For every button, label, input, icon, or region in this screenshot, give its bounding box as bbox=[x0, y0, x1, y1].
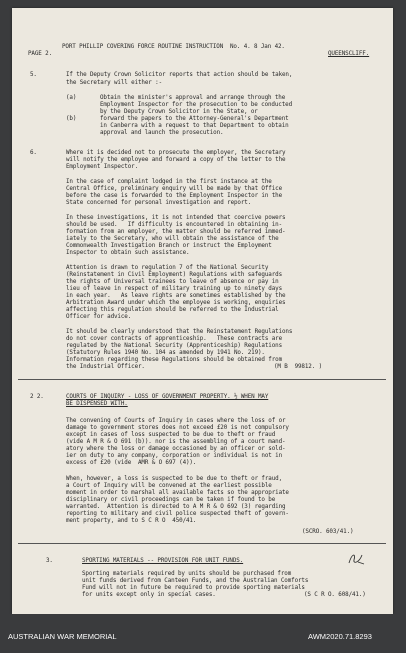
item-6-number: 6. bbox=[30, 150, 37, 156]
handwritten-initials-mark bbox=[346, 551, 366, 567]
item-5-b-label: (b) bbox=[66, 116, 77, 122]
item-22-heading-line-1: COURTS OF INQUIRY - LOSS OF GOVERNMENT PROPERTY. ½ WHEN MAY bbox=[66, 394, 269, 400]
item-6-p3-line-6: Inspector to obtain such assistance. bbox=[66, 250, 190, 256]
item-3-p1-line-1: Sporting materials required by units should be purchased from bbox=[82, 571, 292, 577]
item-5-intro-line-1: If the Deputy Crown Solicitor reports that action should be taken, bbox=[66, 72, 293, 78]
item-6-p4-line-2: (Reinstatement in Civil Employment) Regulations with safeguards bbox=[66, 272, 282, 278]
item-6-p4-line-3: the rights of Universal trainees to leave of absence or pay in bbox=[66, 279, 279, 285]
item-5-a-line-3: by the Deputy Crown Solicitor in the State, or bbox=[100, 109, 258, 115]
item-6-p3-line-2: should be used. If difficulty is encountered in obtaining in- bbox=[66, 222, 282, 228]
item-22-p2-line-2: a Court of Inquiry will be convened at the earliest possible bbox=[66, 483, 272, 489]
item-22-p1-line-7: excess of £20 (vide AMR & O 697 (4)). bbox=[66, 460, 197, 466]
item-6-p4-line-5: in each year. As leave rights are sometimes established by the bbox=[66, 293, 286, 299]
item-22-p2-line-6: reporting to military and civil police suspected theft of govern- bbox=[66, 511, 289, 517]
item-3-p1-line-4: for units except only in special cases. bbox=[82, 592, 216, 598]
document-page bbox=[12, 8, 393, 614]
item-3-p1-line-2: unit funds derived from Canteen Funds, and the Australian Comforts bbox=[82, 578, 309, 584]
footer-accession-number: AWM2020.71.8293 bbox=[308, 632, 372, 641]
item-3-reference: (S C R O. 608/41.) bbox=[304, 592, 366, 598]
item-5-a-line-2: Employment Inspector for the prosecution to be conducted bbox=[100, 102, 292, 108]
item-22-p1-line-6: ier on duty to any company, corporation or individual is not in bbox=[66, 453, 282, 459]
section-divider bbox=[18, 379, 386, 380]
section-divider bbox=[18, 543, 386, 544]
item-6-p3-line-5: Commonwealth Investigation Branch or instruct the Employment bbox=[66, 243, 272, 249]
item-22-p2-line-5: warranted. Attention is directed to A M R & O 692 (3) regarding bbox=[66, 504, 286, 510]
item-3-number: 3. bbox=[46, 558, 53, 564]
item-6-p4-line-6: Arbitration Award under which the employee is working, enquiries bbox=[66, 300, 286, 306]
item-22-p2-line-4: disciplinary or civil proceedings can be taken if found to be bbox=[66, 497, 276, 503]
item-5-number: 5. bbox=[30, 72, 37, 78]
item-6-p4-line-1: Attention is drawn to regulation 7 of the National Security bbox=[66, 265, 269, 271]
footer-institution: AUSTRALIAN WAR MEMORIAL bbox=[8, 632, 117, 641]
header-title: PORT PHILLIP COVERING FORCE ROUTINE INSTRUCTION No. 4. 8 Jan 42. bbox=[62, 44, 285, 50]
item-6-p5-line-1: It should be clearly understood that the Reinstatement Regulations bbox=[66, 329, 293, 335]
item-22-p2-line-3: moment in order to marshal all available facts so the appropriate bbox=[66, 490, 289, 496]
item-5-b-line-1: forward the papers to the Attorney-General's Department bbox=[100, 116, 289, 122]
item-6-p5-line-6: the Industrial Officer. bbox=[66, 364, 145, 370]
item-6-p3-line-3: formation from an employer, the matter should be referred immed- bbox=[66, 229, 286, 235]
item-5-a-label: (a) bbox=[66, 95, 77, 101]
item-6-reference: (M B 99812. ) bbox=[274, 364, 322, 370]
page-number: PAGE 2. bbox=[28, 51, 52, 57]
item-6-p2-line-1: In the case of complaint lodged in the first instance at the bbox=[66, 179, 272, 185]
item-3-p1-line-3: Fund will not in future be required to provide sporting materials bbox=[82, 585, 305, 591]
item-6-p4-line-7: affecting this regulation should be referred to the Industrial bbox=[66, 307, 279, 313]
item-22-p1-line-4: (vide A M R & O 691 (b)). nor is the assembling of a court mand- bbox=[66, 439, 286, 445]
item-6-p1-line-3: Employment Inspector. bbox=[66, 164, 138, 170]
item-3-heading: SPORTING MATERIALS -- PROVISION FOR UNIT FUNDS. bbox=[82, 558, 244, 564]
header-place: QUEENSCLIFF. bbox=[328, 51, 370, 57]
item-6-p4-line-4: lieu of leave in respect of military training up to ninety days bbox=[66, 286, 282, 292]
item-6-p4-line-8: Officer for advice. bbox=[66, 314, 132, 320]
item-6-p5-line-4: (Statutory Rules 1940 No. 104 as amended by 1941 No. 219). bbox=[66, 350, 265, 356]
item-5-intro-line-2: the Secretary will either :- bbox=[66, 80, 162, 86]
item-5-b-line-2: in Canberra with a request to that Department to obtain bbox=[100, 123, 289, 129]
item-6-p5-line-3: regulated by the National Security (Apprenticeship) Regulations bbox=[66, 343, 282, 349]
item-6-p1-line-1: Where it is decided not to prosecute the employer, the Secretary bbox=[66, 150, 286, 156]
item-22-number: 2 2. bbox=[30, 394, 44, 400]
item-6-p1-line-2: will notify the employee and forward a copy of the letter to the bbox=[66, 157, 286, 163]
item-22-p1-line-3: except in cases of loss suspected to be due to theft or fraud bbox=[66, 432, 276, 438]
item-6-p5-line-5: Information regarding these Regulations should be obtained from bbox=[66, 357, 282, 363]
item-22-p1-line-5: atory where the loss or damage occasioned by an officer or sold- bbox=[66, 446, 286, 452]
item-5-b-line-3: approval and launch the prosecution. bbox=[100, 130, 224, 136]
item-22-p1-line-1: The convening of Courts of Inquiry in cases where the loss of or bbox=[66, 418, 286, 424]
item-22-p2-line-1: When, however, a loss is suspected to be due to theft or fraud, bbox=[66, 476, 282, 482]
item-5-a-line-1: Obtain the minister's approval and arrange through the bbox=[100, 95, 286, 101]
item-22-p1-line-2: damage to government stores does not exceed £20 is not compulsory bbox=[66, 425, 289, 431]
item-22-reference: (SCRO. 603/41.) bbox=[302, 529, 354, 535]
item-6-p2-line-2: Central Office, preliminary enquiry will be made by that Office bbox=[66, 186, 282, 192]
item-6-p3-line-4: iately to the Secretary, who will obtain the assistance of the bbox=[66, 236, 279, 242]
item-6-p5-line-2: do not cover contracts of apprenticeship. These contracts are bbox=[66, 336, 282, 342]
item-22-p2-line-7: ment property, and to S C R O 450/41. bbox=[66, 518, 197, 524]
item-22-heading-line-2: BE DISPENSED WITH. bbox=[66, 401, 128, 407]
item-6-p2-line-3: before the case is forwarded to the Employment Inspector in the bbox=[66, 193, 282, 199]
item-6-p3-line-1: In these investigations, it is not intended that coercive powers bbox=[66, 215, 286, 221]
item-6-p2-line-4: State concerned for personal investigation and report. bbox=[66, 200, 252, 206]
